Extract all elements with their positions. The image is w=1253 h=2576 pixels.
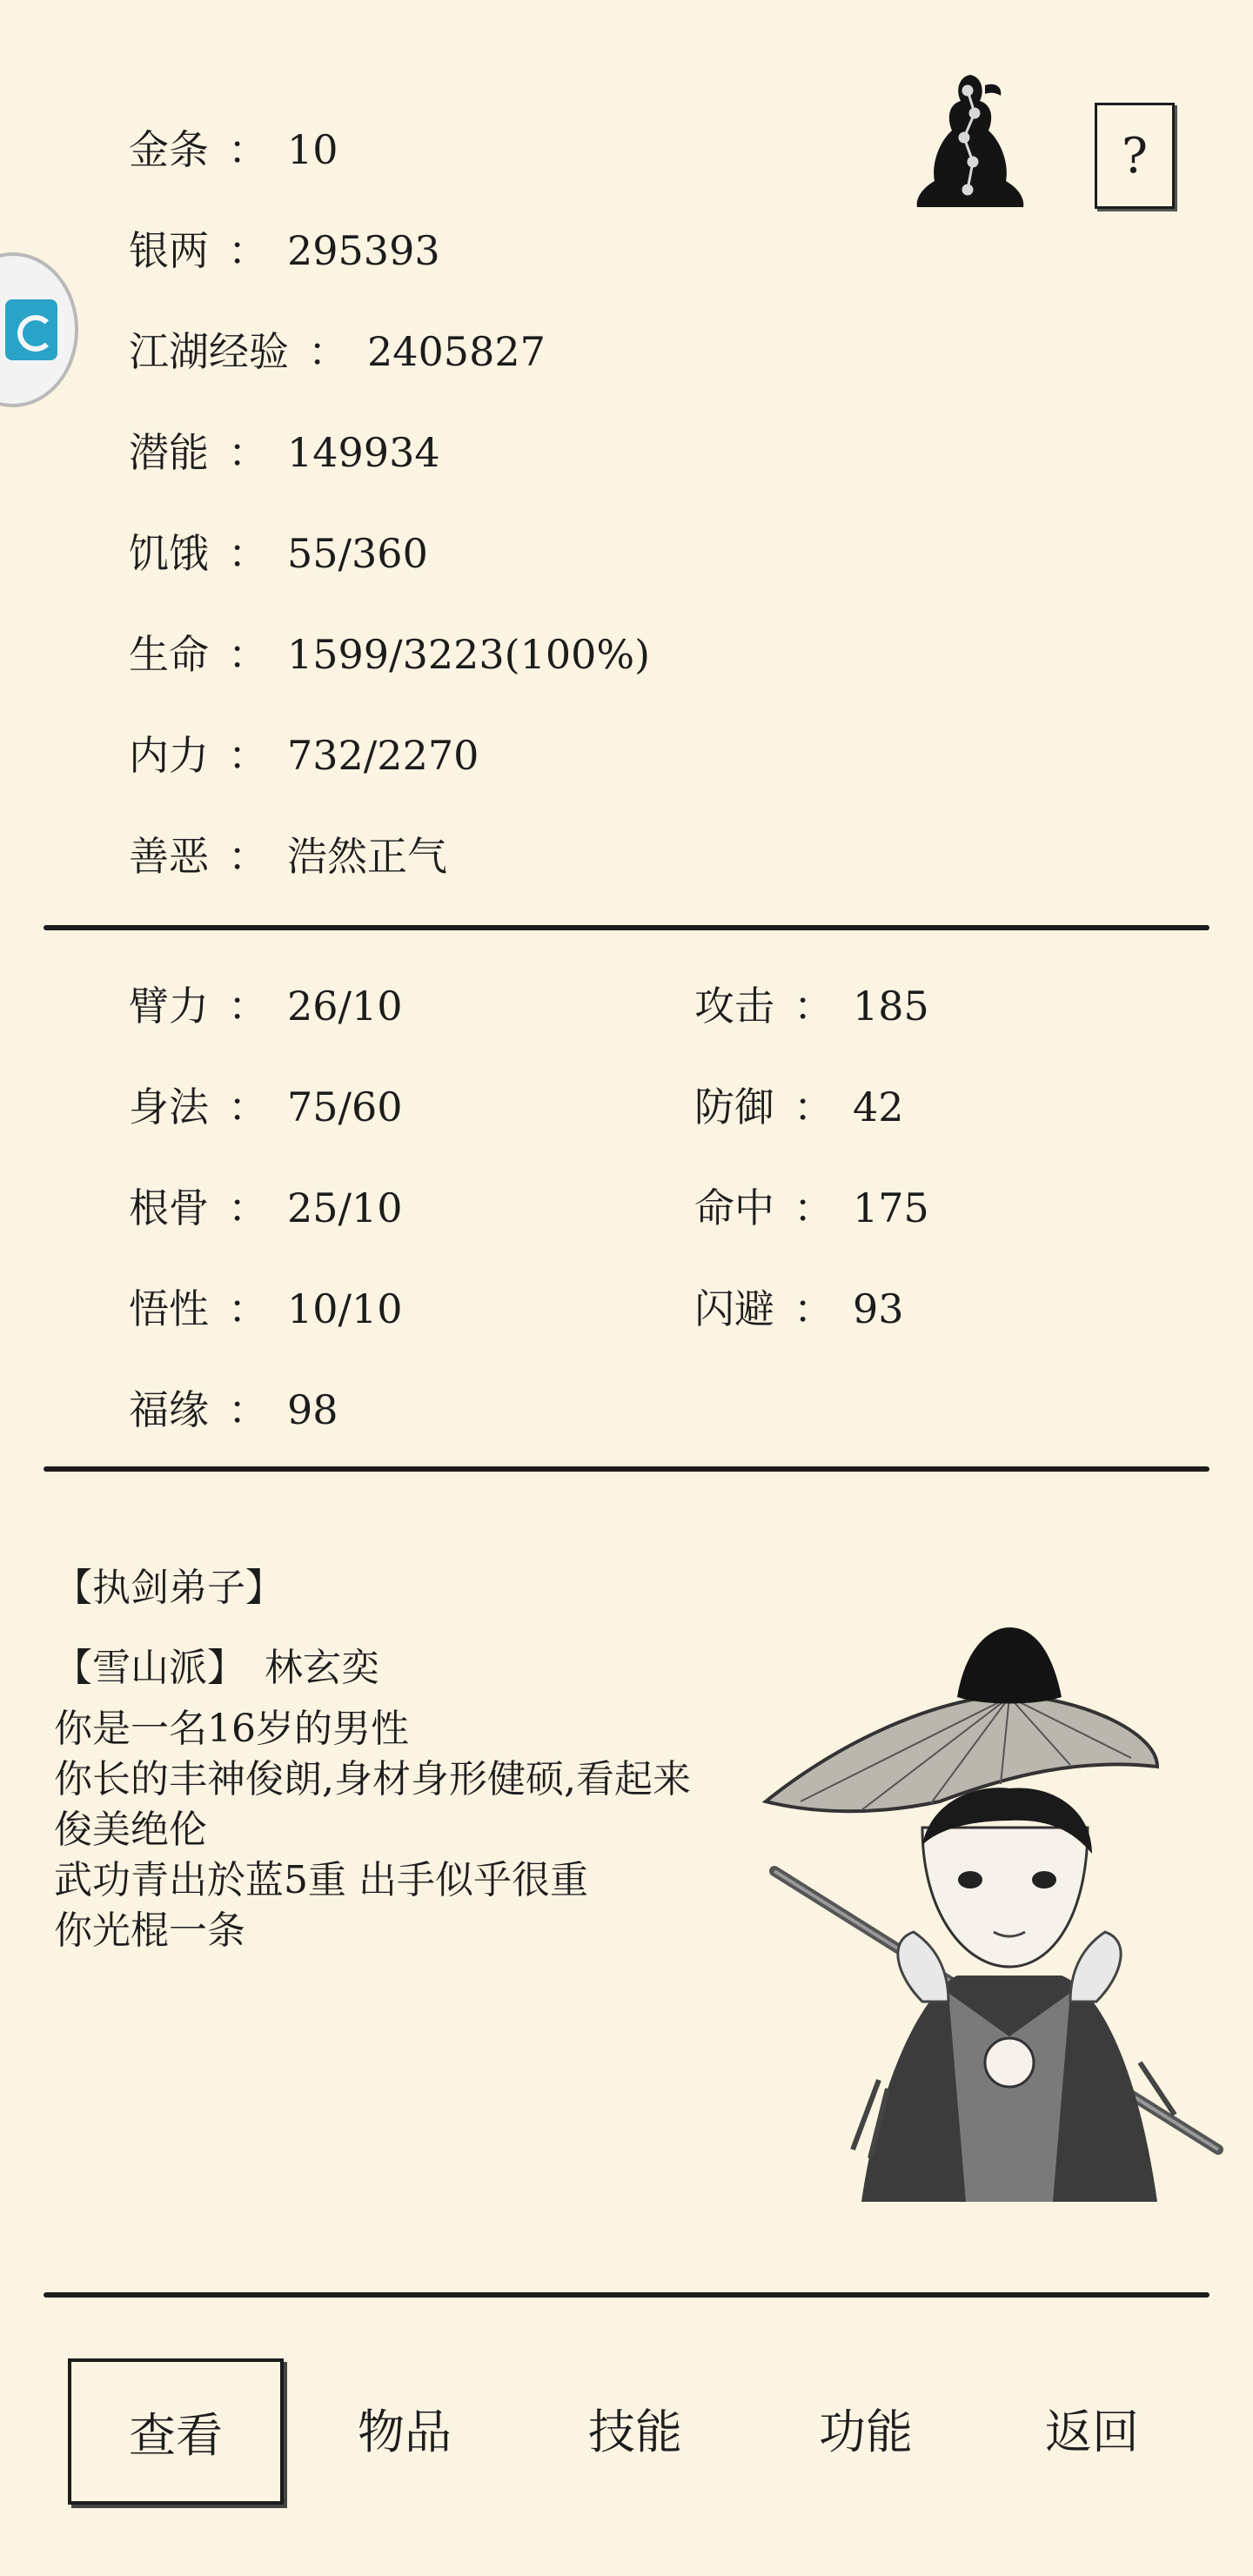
colon: ： xyxy=(228,227,268,274)
tab-functions[interactable]: 功能 xyxy=(819,2404,913,2459)
colon: ： xyxy=(228,1285,268,1332)
combat-stat-row xyxy=(694,1081,904,1133)
colon: ： xyxy=(228,1184,268,1231)
character-description-line: 你长的丰神俊朗,身材身形健硕,看起来 xyxy=(54,1757,691,1801)
colon: ： xyxy=(228,732,268,779)
basic-stat-row xyxy=(129,527,428,580)
character-description-line: 你是一名16岁的男性 xyxy=(54,1707,409,1751)
character-portrait xyxy=(748,1627,1236,2219)
attribute-row xyxy=(129,980,403,1032)
combat-stat-row-label: 攻击 xyxy=(694,983,774,1030)
attribute-row-label: 根骨 xyxy=(129,1184,209,1231)
basic-stat-row-label: 善恶 xyxy=(129,833,209,880)
divider-2 xyxy=(44,1466,1209,1472)
attribute-row xyxy=(129,1081,403,1133)
colon: ： xyxy=(794,1083,834,1130)
basic-stat-row-value: 浩然正气 xyxy=(287,833,447,880)
colon: ： xyxy=(228,631,268,678)
tab-items[interactable]: 物品 xyxy=(358,2404,452,2459)
basic-stat-row xyxy=(129,426,440,479)
colon: ： xyxy=(228,429,268,476)
attribute-row-value: 25/10 xyxy=(287,1184,403,1231)
attribute-row-label: 身法 xyxy=(129,1083,209,1130)
basic-stat-row-value: 55/360 xyxy=(287,530,428,577)
divider-1 xyxy=(44,925,1209,930)
basic-stat-row-label: 金条 xyxy=(129,126,209,173)
basic-stat-row-label: 潜能 xyxy=(129,429,209,476)
character-title: 【执剑弟子】 xyxy=(54,1566,284,1610)
character-description-line: 你光棍一条 xyxy=(54,1909,245,1953)
colon: ： xyxy=(794,983,834,1030)
combat-stat-row-label: 闪避 xyxy=(694,1285,774,1332)
basic-stat-row xyxy=(129,225,440,277)
basic-stat-row xyxy=(129,325,546,378)
combat-stat-row xyxy=(694,1283,904,1335)
attribute-row-label: 臂力 xyxy=(129,983,209,1030)
basic-stat-row-label: 饥饿 xyxy=(129,530,209,577)
tab-view[interactable]: 查看 xyxy=(68,2358,284,2505)
colon: ： xyxy=(228,1386,268,1433)
basic-stat-row-label: 生命 xyxy=(129,631,209,678)
basic-stat-row-label: 内力 xyxy=(129,732,209,779)
colon: ： xyxy=(228,983,268,1030)
basic-stat-row-label: 银两 xyxy=(129,227,209,274)
basic-stat-row-value: 1599/3223(100%) xyxy=(287,631,651,678)
basic-stat-row-label: 江湖经验 xyxy=(129,328,289,375)
attribute-row-value: 75/60 xyxy=(287,1083,403,1130)
attribute-row xyxy=(129,1182,403,1234)
combat-stat-row-value: 175 xyxy=(853,1184,929,1231)
attribute-row-value: 26/10 xyxy=(287,983,403,1030)
colon: ： xyxy=(308,328,348,375)
combat-stat-row-label: 防御 xyxy=(694,1083,774,1130)
attribute-row-label: 福缘 xyxy=(129,1386,209,1433)
tab-back[interactable]: 返回 xyxy=(1045,2404,1139,2459)
basic-stat-row-value: 2405827 xyxy=(367,328,546,375)
basic-stat-row xyxy=(129,729,479,782)
character-description-line: 俊美绝伦 xyxy=(54,1808,207,1852)
colon: ： xyxy=(794,1184,834,1231)
character-sect-name: 【雪山派】 林玄奕 xyxy=(54,1646,379,1690)
help-button[interactable]: ? xyxy=(1095,103,1175,209)
colon: ： xyxy=(228,530,268,577)
basic-stat-row-value: 295393 xyxy=(287,227,440,274)
combat-stat-row-value: 93 xyxy=(853,1285,904,1332)
character-description-line: 武功青出於蓝5重 出手似乎很重 xyxy=(54,1858,588,1902)
colon: ： xyxy=(794,1285,834,1332)
basic-stat-row xyxy=(129,628,650,681)
attribute-row-value: 98 xyxy=(287,1386,338,1433)
attribute-row xyxy=(129,1384,338,1436)
combat-stat-row xyxy=(694,1182,929,1234)
basic-stat-row xyxy=(129,124,338,176)
tab-skills[interactable]: 技能 xyxy=(588,2404,682,2459)
combat-stat-row-value: 185 xyxy=(853,983,929,1030)
colon: ： xyxy=(228,126,268,173)
combat-stat-row xyxy=(694,980,929,1032)
colon: ： xyxy=(228,833,268,880)
basic-stat-row-value: 732/2270 xyxy=(287,732,479,779)
meditation-figure-icon[interactable] xyxy=(905,68,1035,216)
attribute-row-label: 悟性 xyxy=(129,1285,209,1332)
divider-3 xyxy=(44,2292,1209,2298)
floating-assistant-icon[interactable] xyxy=(0,252,78,407)
combat-stat-row-value: 42 xyxy=(853,1083,904,1130)
attribute-row xyxy=(129,1283,403,1335)
basic-stat-row xyxy=(129,830,447,882)
attribute-row-value: 10/10 xyxy=(287,1285,403,1332)
basic-stat-row-value: 10 xyxy=(287,126,338,173)
basic-stat-row-value: 149934 xyxy=(287,429,440,476)
colon: ： xyxy=(228,1083,268,1130)
combat-stat-row-label: 命中 xyxy=(694,1184,774,1231)
